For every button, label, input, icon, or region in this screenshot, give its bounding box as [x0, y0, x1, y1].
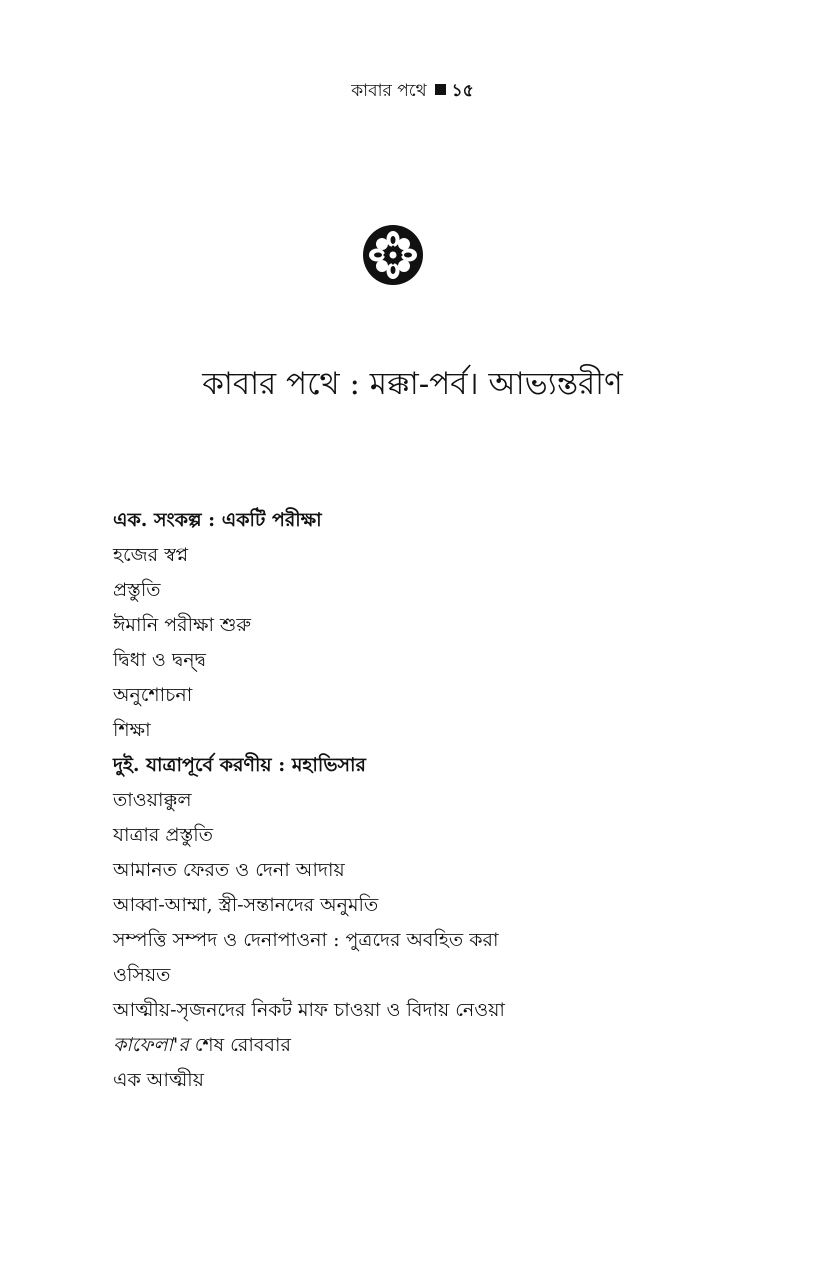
toc-entry-text: অনুশোচনা — [113, 684, 193, 706]
toc-entry-text: তাওয়াক্কুল — [113, 789, 192, 811]
toc-entry — [113, 1063, 753, 1098]
toc-entry-text: যাত্রার প্রস্তুতি — [113, 824, 213, 846]
toc-entry-text: ঈমানি পরীক্ষা শুরু — [113, 614, 251, 636]
toc-entry — [113, 923, 753, 958]
running-title: কাবার পথে — [351, 81, 427, 101]
toc-entry-text: দুই. যাত্রাপূর্বে করণীয় : মহাভিসার — [113, 754, 366, 776]
toc-entry — [113, 643, 753, 678]
toc-entry-text: সম্পত্তি সম্পদ ও দেনাপাওনা : পুত্রদের অবহিত করা — [113, 929, 499, 951]
toc-entry-text: আব্বা-আম্মা, স্ত্রী-সন্তানদের অনুমতি — [113, 894, 379, 916]
toc-entry-text: শেষ রোববার — [194, 1034, 291, 1056]
toc-entry — [113, 818, 753, 853]
toc-entry-italic-prefix: কাফেলা'র — [113, 1034, 189, 1056]
toc-entry — [113, 713, 753, 748]
table-of-contents — [113, 503, 753, 1098]
toc-entry-text: দ্বিধা ও দ্বন্দ্ব — [113, 649, 206, 671]
running-header — [0, 78, 825, 104]
toc-entry — [113, 573, 753, 608]
toc-entry — [113, 608, 753, 643]
toc-entry-text: প্রস্তুতি — [113, 579, 161, 601]
square-bullet-icon — [435, 84, 446, 95]
toc-entry-text: ওসিয়ত — [113, 964, 171, 986]
toc-entry-text: আমানত ফেরত ও দেনা আদায় — [113, 859, 345, 881]
toc-section-heading — [113, 748, 753, 783]
toc-entry — [113, 853, 753, 888]
toc-entry-text: এক আত্মীয় — [113, 1069, 204, 1091]
floral-rosette-icon — [362, 224, 424, 286]
toc-entry — [113, 993, 753, 1028]
toc-entry-text: শিক্ষা — [113, 719, 151, 741]
toc-entry-text: হজের স্বপ্ন — [113, 544, 189, 566]
toc-entry — [113, 678, 753, 713]
page-number: ১৫ — [451, 81, 474, 101]
toc-entry — [113, 538, 753, 573]
chapter-title: কাবার পথে : মক্কা-পর্ব। আভ্যন্তরীণ — [202, 366, 623, 402]
toc-entry-text: আত্মীয়-সৃজনদের নিকট মাফ চাওয়া ও বিদায় নেওয়া — [113, 999, 505, 1021]
toc-entry-text: এক. সংকল্প : একটি পরীক্ষা — [113, 509, 322, 531]
toc-entry — [113, 888, 753, 923]
toc-entry — [113, 783, 753, 818]
toc-entry — [113, 958, 753, 993]
toc-entry — [113, 1028, 753, 1063]
toc-section-heading — [113, 503, 753, 538]
